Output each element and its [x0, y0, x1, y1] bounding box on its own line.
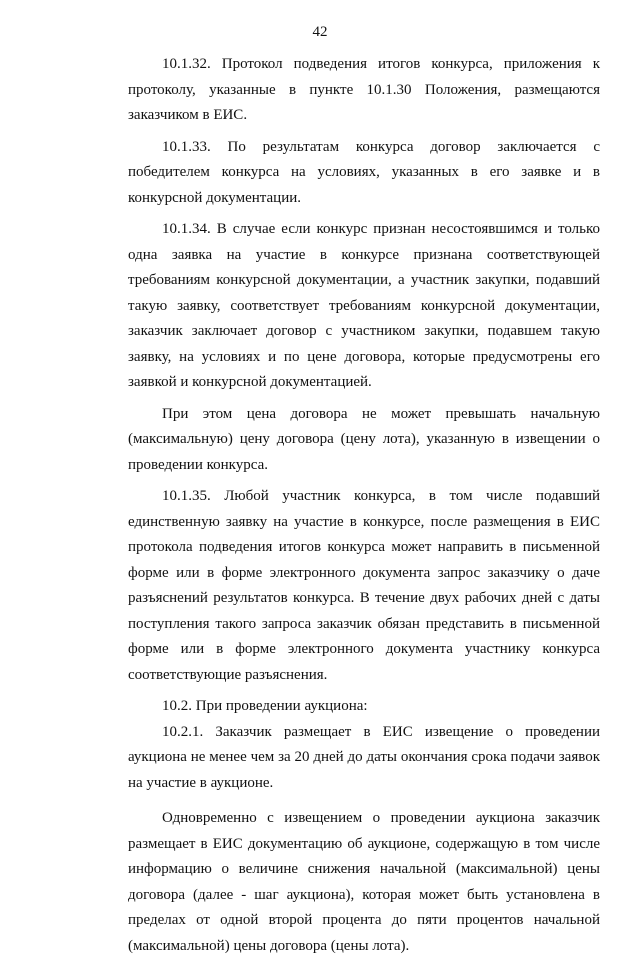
paragraph-10-2: 10.2. При проведении аукциона: [162, 698, 368, 714]
paragraph-10-2-1: 10.2.1. Заказчик размещает в ЕИС извещение о проведении аукциона не менее чем за 20 дней до даты окончания срока подачи заявок на участие в аукционе. [128, 723, 600, 791]
paragraph-10-1-35: 10.1.35. Любой участник конкурса, в том числе подавший единственную заявку на участие в конкурсе, после размещения в ЕИС протокола подведения итогов конкурса может направить в письменной форме или в форме электронного документа запрос заказчику о даче разъяснений результатов конкурса. В течение двух рабочих дней с даты поступления такого запроса заказчик обязан представить в письменной форме или в форме электронного документа участнику конкурса соответствующие разъяснения. [128, 488, 600, 683]
paragraph-10-1-32: 10.1.32. Протокол подведения итогов конкурса, приложения к протоколу, указанные в пункте 10.1.30 Положения, размещаются заказчиком в ЕИС. [128, 56, 600, 123]
paragraph-10-1-33: 10.1.33. По результатам конкурса договор заключается с победителем конкурса на условиях, указанных в его заявке и в конкурсной документации. [128, 138, 600, 206]
paragraph-10-1-34: 10.1.34. В случае если конкурс признан несостоявшимся и только одна заявка на участие в конкурсе признана соответствующей требованиям конкурсной документации, а участник закупки, подавший такую заявку, соответствует требованиям конкурсной документации, заказчик заключает договор с участником закупки, подавшем такую заявку, на условиях и по цене договора, которые предусмотрены его заявкой и конкурсной документацией. [128, 221, 600, 390]
document-body [128, 52, 600, 965]
page-number: 42 [312, 24, 328, 40]
paragraph-price-limit: При этом цена договора не может превышать начальную (максимальную) цену договора (цену лота), указанную в извещении о проведении конкурса. [128, 405, 600, 473]
paragraph-auction-docs: Одновременно с извещением о проведении аукциона заказчик размещает в ЕИС документацию об аукционе, содержащую в том числе информацию о величине снижения начальной (максимальной) цены договора (далее - шаг аукциона), которая может быть установлена в пределах от одной второй процента до пяти процентов начальной (максимальной) цены договора (цены лота). [128, 810, 600, 954]
